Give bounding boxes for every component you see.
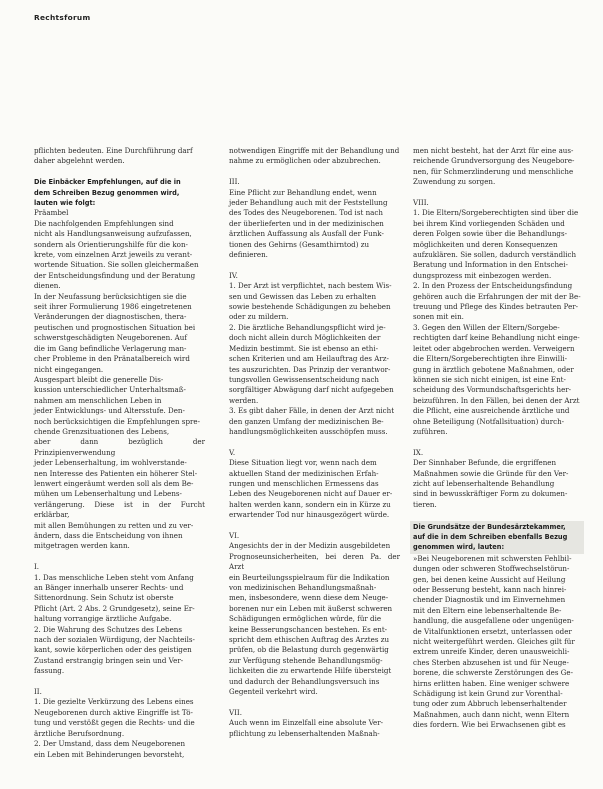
text-line: seit ihrer Formulierung 1986 eingetretenen — [34, 302, 192, 312]
text-line: In der Neufassung berücksichtigen sie die — [34, 291, 187, 301]
text-line: cher Probleme in den Pränatalbereich wird — [34, 354, 190, 364]
subheading-line: lauten wie folgt: — [34, 199, 96, 208]
section-number: IX. — [413, 447, 424, 457]
subheading-line: auf die in dem Schreiben ebenfalls Bezug — [413, 532, 568, 541]
text-line: nen Interesse des Patienten ein höherer Stel- — [34, 468, 198, 478]
text-line: Die nachfolgenden Empfehlungen sind — [34, 218, 174, 228]
text-line: aktuellen Stand der medizinischen Erfah- — [229, 468, 379, 478]
spacer — [34, 167, 205, 177]
spacer — [413, 188, 581, 198]
section-number: VIII. — [413, 198, 429, 208]
section-number: III. — [229, 177, 240, 187]
text-line: Medizin bestimmt. Sie ist ebenso an ethi- — [229, 343, 379, 353]
text-line: Pflicht (Art. 2 Abs. 2 Grundgesetz), seine Er- — [34, 603, 195, 613]
spacer — [413, 510, 581, 520]
text-line: können sie sich nicht einigen, ist eine Ent- — [413, 374, 566, 384]
text-line: Leben des Neugeborenen nicht auf Dauer er- — [229, 489, 393, 499]
text-line: schwerstgeschädigten Neugeborenen. Auf — [34, 333, 187, 343]
text-line: oder zu mildern. — [229, 312, 289, 322]
text-line: notwendigen Eingriffe mit der Behandlung und — [229, 146, 400, 155]
text-line: tionen des Gehirns (Gesamthirntod) zu — [229, 239, 370, 249]
text-line: handlung, die ausgefallene oder ungenügen- — [413, 616, 574, 626]
text-line: extrem unreife Kinder, deren unausweichli- — [413, 647, 570, 657]
text-line: bei ihrem Kind vorliegenden Schäden und — [413, 218, 565, 228]
text-line: Maßnahmen sowie die Gründe für den Ver- — [413, 468, 569, 478]
text-line: treuung und Pflege des Kindes betrauten Per- — [413, 302, 579, 312]
text-line: dungsprozess mit einbezogen werden. — [413, 270, 552, 280]
text-line: leitet oder abgebrochen werden. Verweigern — [413, 343, 575, 353]
text-line: der Entscheidungsfindung und der Beratung — [34, 270, 196, 280]
text-line: Zustand erstrangig bringen sein und Ver- — [34, 655, 184, 665]
text-line: Schädigung ist kein Grund zur Vorenthal- — [413, 689, 563, 699]
text-line: mitgetragen werden kann. — [34, 541, 130, 551]
text-line: mit allen Bemühungen zu retten und zu ver- — [34, 520, 194, 530]
text-line: 2. Der Umstand, dass dem Neugeborenen — [34, 739, 186, 749]
text-line: dies fordern. Wie bei Erwachsenen gibt es — [413, 720, 566, 730]
text-line: oder Besserung besteht, kann nach hinrei- — [413, 585, 567, 595]
text-line: peutischen und prognostischen Situation bei — [34, 322, 196, 332]
text-line: chende Grenzsituationen des Lebens, — [34, 426, 170, 436]
text-line: und dadurch der Behandlungsversuch ins — [229, 676, 380, 686]
text-line: kussion unterschiedlicher Unterhaltsmaß- — [34, 385, 186, 395]
text-line: 1. Die Eltern/Sorgeberechtigten sind über die — [413, 208, 579, 218]
spacer — [34, 552, 205, 562]
text-line: tung und verstößt gegen die Rechts- und die — [34, 718, 195, 728]
text-line: des Todes des Neugeborenen. Tod ist nach — [229, 208, 383, 218]
text-line: die Pflicht, eine ausreichende ärztliche und — [413, 406, 570, 416]
text-line: reichende Grundversorgung des Neugebore- — [413, 156, 575, 166]
text-line: chender Diagnostik und im Einvernehmen — [413, 595, 566, 605]
text-line: an Bänger innerhalb unserer Rechts- und — [34, 583, 184, 593]
text-line: lichkeiten die zu erwartende Hilfe übersteigt — [229, 666, 392, 676]
spacer — [413, 437, 581, 447]
text-column-3 — [413, 146, 581, 731]
text-line: lenwert eingeräumt werden soll als dem Be- — [34, 478, 194, 488]
text-line: daher abgelehnt werden. — [34, 156, 125, 166]
text-line: ändern, dass die Entscheidung von ihnen — [34, 531, 183, 541]
text-line: gung in ärztlich gebotene Maßnahmen, oder — [413, 364, 574, 374]
section-number: VI. — [229, 530, 240, 540]
subheading-line: dem Schreiben Bezug genommen wird, — [34, 188, 180, 197]
text-line: wortende Situation. Sie sollen gleichermaßen — [34, 260, 199, 270]
text-line: kant, sowie körperlichen oder des geistigen — [34, 645, 192, 655]
text-line: Beratung und Information in den Entschei- — [413, 260, 568, 270]
text-line: Ausgespart bleibt die generelle Dis- — [34, 374, 164, 384]
section-number: V. — [229, 447, 236, 457]
text-line: sind in bewusskräftiger Form zu dokumen- — [413, 489, 568, 499]
text-line: dungen oder schweren Stoffwechselstörun- — [413, 564, 570, 574]
text-line: sonen mit ein. — [413, 312, 464, 322]
text-line: werden. — [229, 395, 259, 405]
text-line: rungen und menschlichen Ermessens das — [229, 478, 379, 488]
text-line: definieren. — [229, 250, 268, 260]
text-line: spricht dem ethischen Auftrag des Arztes zu — [229, 635, 390, 645]
section-number: VII. — [229, 707, 242, 717]
subheading-line: Die Grundsätze der Bundesärztekammer, — [413, 522, 566, 531]
text-line: nicht eingegangen. — [34, 364, 104, 374]
text-line: Veränderungen der diagnostischen, thera- — [34, 312, 187, 322]
text-line: tungsvollen Gewissensentscheidung nach — [229, 374, 379, 384]
text-line: doch nicht allein durch Möglichkeiten der — [229, 333, 381, 343]
text-line: borenen nur ein Leben mit äußerst schweren — [229, 603, 393, 613]
text-line: der überlieferten und in der medizinischen — [229, 218, 384, 228]
text-line: 2. In den Prozess der Entscheidungsfindung — [413, 281, 573, 291]
text-line: deren Folgen sowie über die Behandlungs- — [413, 229, 568, 239]
text-line: mühen um Lebenserhaltung und Lebens- — [34, 489, 182, 499]
section-number: IV. — [229, 270, 238, 280]
text-line: nicht als Handlungsanweisung aufzufassen, — [34, 229, 192, 239]
text-line: men nicht besteht, hat der Arzt für eine aus- — [413, 146, 574, 155]
text-line: zur Verfügung stehende Behandlungsmög- — [229, 655, 383, 665]
text-line: 3. Gegen den Willen der Eltern/Sorgebe- — [413, 322, 560, 332]
text-line: Neugeborenen durch aktive Eingriffe ist Tö- — [34, 707, 193, 717]
text-line: 1. Das menschliche Leben steht vom Anfang — [34, 572, 194, 582]
text-line: schen Kriterien und am Heilauftrag des Arz- — [229, 354, 389, 364]
spacer — [229, 260, 400, 270]
text-line: prüfen, ob die Belastung durch gegenwärtig — [229, 645, 389, 655]
text-line: möglichkeiten und deren Konsequenzen — [413, 239, 558, 249]
text-line: nicht weitergeführt werden. Gleiches gilt für — [413, 637, 575, 647]
text-line: dienen. — [34, 281, 61, 291]
text-line: gen, bei denen keine Aussicht auf Heilung — [413, 574, 566, 584]
text-line: Prognoseunsicherheiten, bei deren Pa. der Arzt — [229, 551, 400, 572]
text-line: Gegenteil verkehrt wird. — [229, 687, 318, 697]
text-line: ein Leben mit Behinderungen bevorsteht, — [34, 749, 185, 759]
preamble-label: Präambel — [34, 208, 69, 218]
spacer — [34, 677, 205, 687]
highlighted-subheading — [410, 521, 584, 554]
spacer — [229, 697, 400, 707]
section-header: Rechtsforum — [34, 13, 91, 22]
text-line: nahmen am menschlichen Leben in — [34, 395, 162, 405]
text-line: 3. Es gibt daher Fälle, in denen der Arzt nicht — [229, 406, 395, 416]
text-line: ohne Beteiligung (Notfallsituation) durch- — [413, 416, 565, 426]
text-line: krete, vom einzelnen Arzt jeweils zu verant- — [34, 250, 193, 260]
text-line: die im Gang befindliche Verlagerung man- — [34, 343, 187, 353]
text-line: rechtigten darf keine Behandlung nicht einge- — [413, 333, 580, 343]
text-line: sorgfältiger Abwägung darf nicht aufgegeben — [229, 385, 394, 395]
text-line: 1. Die gezielte Verkürzung des Lebens eines — [34, 697, 194, 707]
text-line: men, insbesondere, wenn diese dem Neuge- — [229, 593, 389, 603]
text-line: Schädigungen ermöglichen würde, für die — [229, 614, 382, 624]
text-line: keine Besserungschancen bestehen. Es ent- — [229, 624, 388, 634]
text-column-2 — [229, 146, 400, 739]
text-line: tung oder zum Abbruch lebenserhaltender — [413, 699, 567, 709]
text-line: de Vitalfunktionen ersetzt, unterlassen oder — [413, 626, 572, 636]
text-line: jeder Behandlung auch mit der Feststellung — [229, 198, 388, 208]
text-line: nahme zu ermöglichen oder abzubrechen. — [229, 156, 381, 166]
text-line: haltung vorrangige ärztliche Aufgabe. — [34, 614, 172, 624]
text-line: ärztlichen Auffassung als Ausfall der Funk- — [229, 229, 384, 239]
text-line: Sittenordnung. Sein Schutz ist oberste — [34, 593, 174, 603]
text-line: von medizinischen Behandlungsmaßnah- — [229, 583, 377, 592]
spacer — [229, 437, 400, 447]
text-line: 2. Die Wahrung des Schutzes des Lebens — [34, 624, 183, 634]
text-line: Auch wenn im Einzelfall eine absolute Ver- — [229, 718, 384, 728]
text-line: zicht auf lebenserhaltende Behandlung — [413, 478, 555, 488]
text-line: 2. Die ärztliche Behandlungspflicht wird je- — [229, 322, 386, 332]
subheading-line: Die Einbäcker Empfehlungen, auf die in — [34, 178, 181, 187]
text-line: ein Beurteilungsspielraum für die Indikation — [229, 572, 390, 582]
subheading-line: genommen wird, lauten: — [413, 543, 505, 552]
text-line: scheidung des Vormundschaftsgerichts her- — [413, 385, 572, 395]
text-line: mit den Eltern eine lebenserhaltende Be- — [413, 605, 562, 615]
text-line: 1. Der Arzt ist verpflichtet, nach bestem Wis- — [229, 281, 392, 291]
text-line: aber dann bezüglich der Prinzipienverwendung — [34, 437, 205, 457]
text-line: tes auszurichten. Das Prinzip der verantwor- — [229, 364, 391, 374]
text-line: pflichten bedeuten. Eine Durchführung darf — [34, 146, 193, 155]
spacer — [229, 521, 400, 531]
text-line: beizuführen. In den Fällen, bei denen der Arzt — [413, 395, 580, 405]
text-line: »Bei Neugeborenen mit schwersten Fehlbil- — [413, 553, 572, 563]
text-line: Eine Pflicht zur Behandlung endet, wenn — [229, 187, 377, 197]
text-line: nen, für Schmerzlinderung und menschliche — [413, 166, 574, 176]
spacer — [229, 167, 400, 177]
text-line: halten werden kann, sondern ein in Kürze zu — [229, 499, 391, 509]
text-line: tieren. — [413, 499, 437, 509]
text-line: pflichtung zu lebenserhaltenden Maßnah- — [229, 728, 380, 738]
text-line: sondern als Orientierungshilfe für die kon- — [34, 239, 188, 249]
text-line: den ganzen Umfang der medizinischen Be- — [229, 416, 384, 426]
text-line: Zuwendung zu sorgen. — [413, 177, 496, 187]
text-line: noch berücksichtigen die Empfehlungen spre- — [34, 416, 200, 426]
text-line: ärztliche Berufsordnung. — [34, 728, 125, 738]
text-line: gehören auch die Erfahrungen der mit der Be- — [413, 291, 581, 301]
text-line: erwartender Tod nur hinausgezögert würde. — [229, 510, 390, 520]
text-line: Angesichts der in der Medizin ausgebildeten — [229, 541, 391, 551]
text-column-1 — [34, 146, 205, 760]
text-line: ches Sterben abzusehen ist und für Neuge- — [413, 657, 569, 667]
text-line: Der Sinnhaber Befunde, die ergriffenen — [413, 458, 557, 468]
text-line: Diese Situation liegt vor, wenn nach dem — [229, 458, 377, 468]
text-line: sen und Gewissen das Leben zu erhalten — [229, 291, 377, 301]
text-line: handlungsmöglichkeiten ausschöpfen muss. — [229, 426, 388, 436]
text-line: die Eltern/Sorgeberechtigten ihre Einwilli- — [413, 354, 568, 364]
text-line: hirns erlitten haben. Eine weniger schwere — [413, 678, 570, 688]
section-number: II. — [34, 687, 42, 697]
text-line: jeder Lebenserhaltung, im wohlverstande- — [34, 458, 187, 468]
text-line: Maßnahmen, auch dann nicht, wenn Eltern — [413, 709, 570, 719]
text-line: jeder Entwicklungs- und Altersstufe. Den- — [34, 406, 185, 416]
text-line: nach der sozialen Würdigung, der Nachteils- — [34, 635, 195, 645]
text-line: sowie bestehende Schädigungen zu beheben — [229, 302, 391, 312]
text-line: zuführen. — [413, 426, 448, 436]
text-line: aufzuklären. Sie sollen, dadurch verständlich — [413, 250, 577, 260]
text-line: fassung. — [34, 666, 65, 676]
text-line: verlängerung. Diese ist in der Furcht erklärbar, — [34, 499, 205, 520]
text-line: borene, die schwerste Zerstörungen des Ge- — [413, 668, 573, 678]
section-number: I. — [34, 562, 40, 572]
